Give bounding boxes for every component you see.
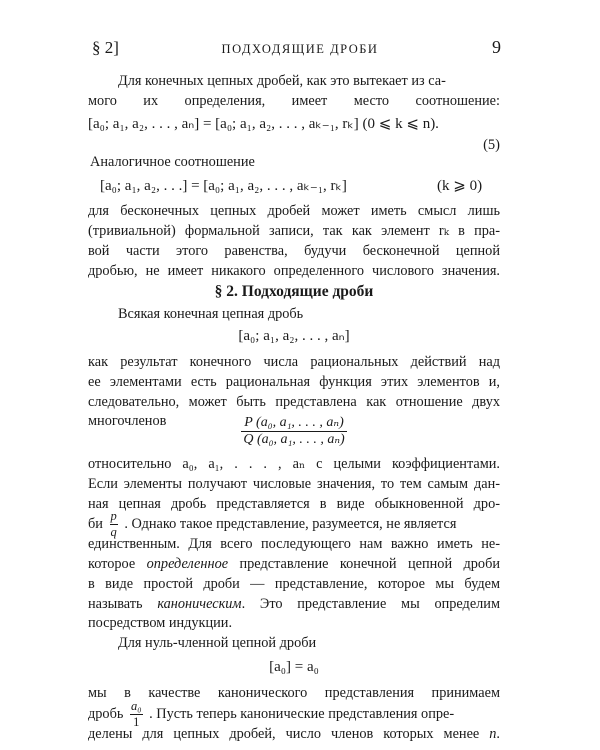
para6-line6-prefix: которое	[88, 556, 147, 572]
p-over-q-fraction	[110, 510, 118, 539]
para8-line2-suffix: . Пусть теперь канонические представления опре-	[149, 705, 455, 722]
para6-line8-prefix: называть	[88, 596, 158, 612]
para6-line3: ная цепная дробь представляется в виде обыкновенной дро-	[88, 496, 500, 512]
para6-line6-italic: определенное	[146, 556, 229, 572]
para8-line3-prefix: делены для цепных дробей, число членов которых менее	[88, 726, 490, 742]
ratio-numerator: P (a₀, a₁, . . . , aₙ)	[241, 416, 346, 432]
equation-5: [a₀; a₁, a₂, . . . , aₙ] = [a₀; a₁, a₂, . . . , aₖ₋₁, rₖ] (0 ⩽ k ⩽ n).	[88, 116, 439, 132]
para6-line1: относительно a₀, a₁, . . . , aₙ с целыми коэффициентами.	[88, 456, 500, 472]
equation-infinite: [a₀; a₁, a₂, . . .] = [a₀; a₁, a₂, . . . , aₖ₋₁, rₖ]	[100, 178, 347, 194]
para6-line9: посредством индукции.	[88, 615, 233, 631]
para7-line1: Для нуль-членной цепной дроби	[118, 635, 317, 651]
para6-line8-italic: каноническим	[157, 596, 242, 612]
para6-line8-suffix: . Это представление мы определим	[241, 596, 500, 612]
para3-line2: (тривиальной) формальной записи, так как элемент rₖ в пра-	[88, 223, 500, 239]
para6-line2: Если элементы получают числовые значения, то тем самым дан-	[88, 476, 500, 492]
para1-line2: мого их определения, имеет место соотношение:	[88, 93, 500, 109]
para6-line7: в виде простой дроби — представление, которое мы будем	[88, 576, 500, 592]
equation-zero: [a₀] = a₀	[269, 659, 319, 675]
para6-line5: единственным. Для всего последующего нам важно иметь не-	[88, 536, 500, 552]
ratio-denominator: Q (a₀, a₁, . . . , aₙ)	[243, 432, 345, 447]
para3-line3: вой части этого равенства, будучи бесконечной цепной	[88, 243, 500, 259]
para5-line1: как результат конечного числа рациональных действий над	[88, 354, 500, 370]
para8-line2	[88, 700, 500, 729]
page-number: 9	[492, 37, 501, 57]
para8-line1: мы в качестве канонического представления принимаем	[88, 685, 500, 701]
para2-line1: Аналогичное соотношение	[90, 154, 255, 170]
para6-line6	[88, 557, 500, 571]
para8-line3-italic: n	[489, 726, 497, 742]
para8-line3	[88, 727, 500, 741]
fraction-q: q	[110, 525, 117, 540]
para5-line2: ее элементами есть рациональная функция этих элементов и,	[88, 374, 500, 390]
para6-line4-suffix: . Однако такое представление, разумеется, не является	[124, 515, 457, 532]
para4-line1: Всякая конечная цепная дробь	[118, 306, 304, 322]
para8-line2-prefix: дробь	[88, 705, 124, 722]
section-heading: § 2. Подходящие дроби	[214, 283, 374, 300]
header-title: ПОДХОДЯЩИЕ ДРОБИ	[221, 42, 379, 56]
equation-infinite-condition: (k ⩾ 0)	[437, 178, 483, 194]
fraction-a0: a₀	[130, 700, 143, 715]
header-section-ref: § 2]	[92, 38, 119, 57]
para6-line6-suffix: представление конечной цепной дроби	[228, 556, 501, 572]
para5-line3: следовательно, может быть представлена как отношение двух	[88, 394, 500, 410]
para6-line8	[88, 597, 500, 611]
para6-line4	[88, 510, 500, 539]
fraction-one: 1	[133, 715, 140, 730]
equation-number-5: (5)	[483, 137, 500, 153]
para3-line1: для бесконечных цепных дробей может иметь смысл лишь	[88, 203, 500, 219]
fraction-p: p	[110, 510, 118, 525]
para8-line3-suffix: .	[496, 726, 500, 742]
para3-line4: дробью, не имеет никакого определенного числового значения.	[88, 263, 500, 279]
para1-line1: Для конечных цепных дробей, как это вытекает из са-	[118, 73, 446, 89]
para5-line4: многочленов	[88, 413, 167, 429]
equation-finite: [a₀; a₁, a₂, . . . , aₙ]	[238, 328, 350, 344]
ratio-fraction	[241, 416, 346, 447]
para6-line4-prefix: би	[88, 515, 103, 532]
a0-over-1-fraction	[130, 700, 143, 729]
equation-ratio	[88, 413, 500, 447]
